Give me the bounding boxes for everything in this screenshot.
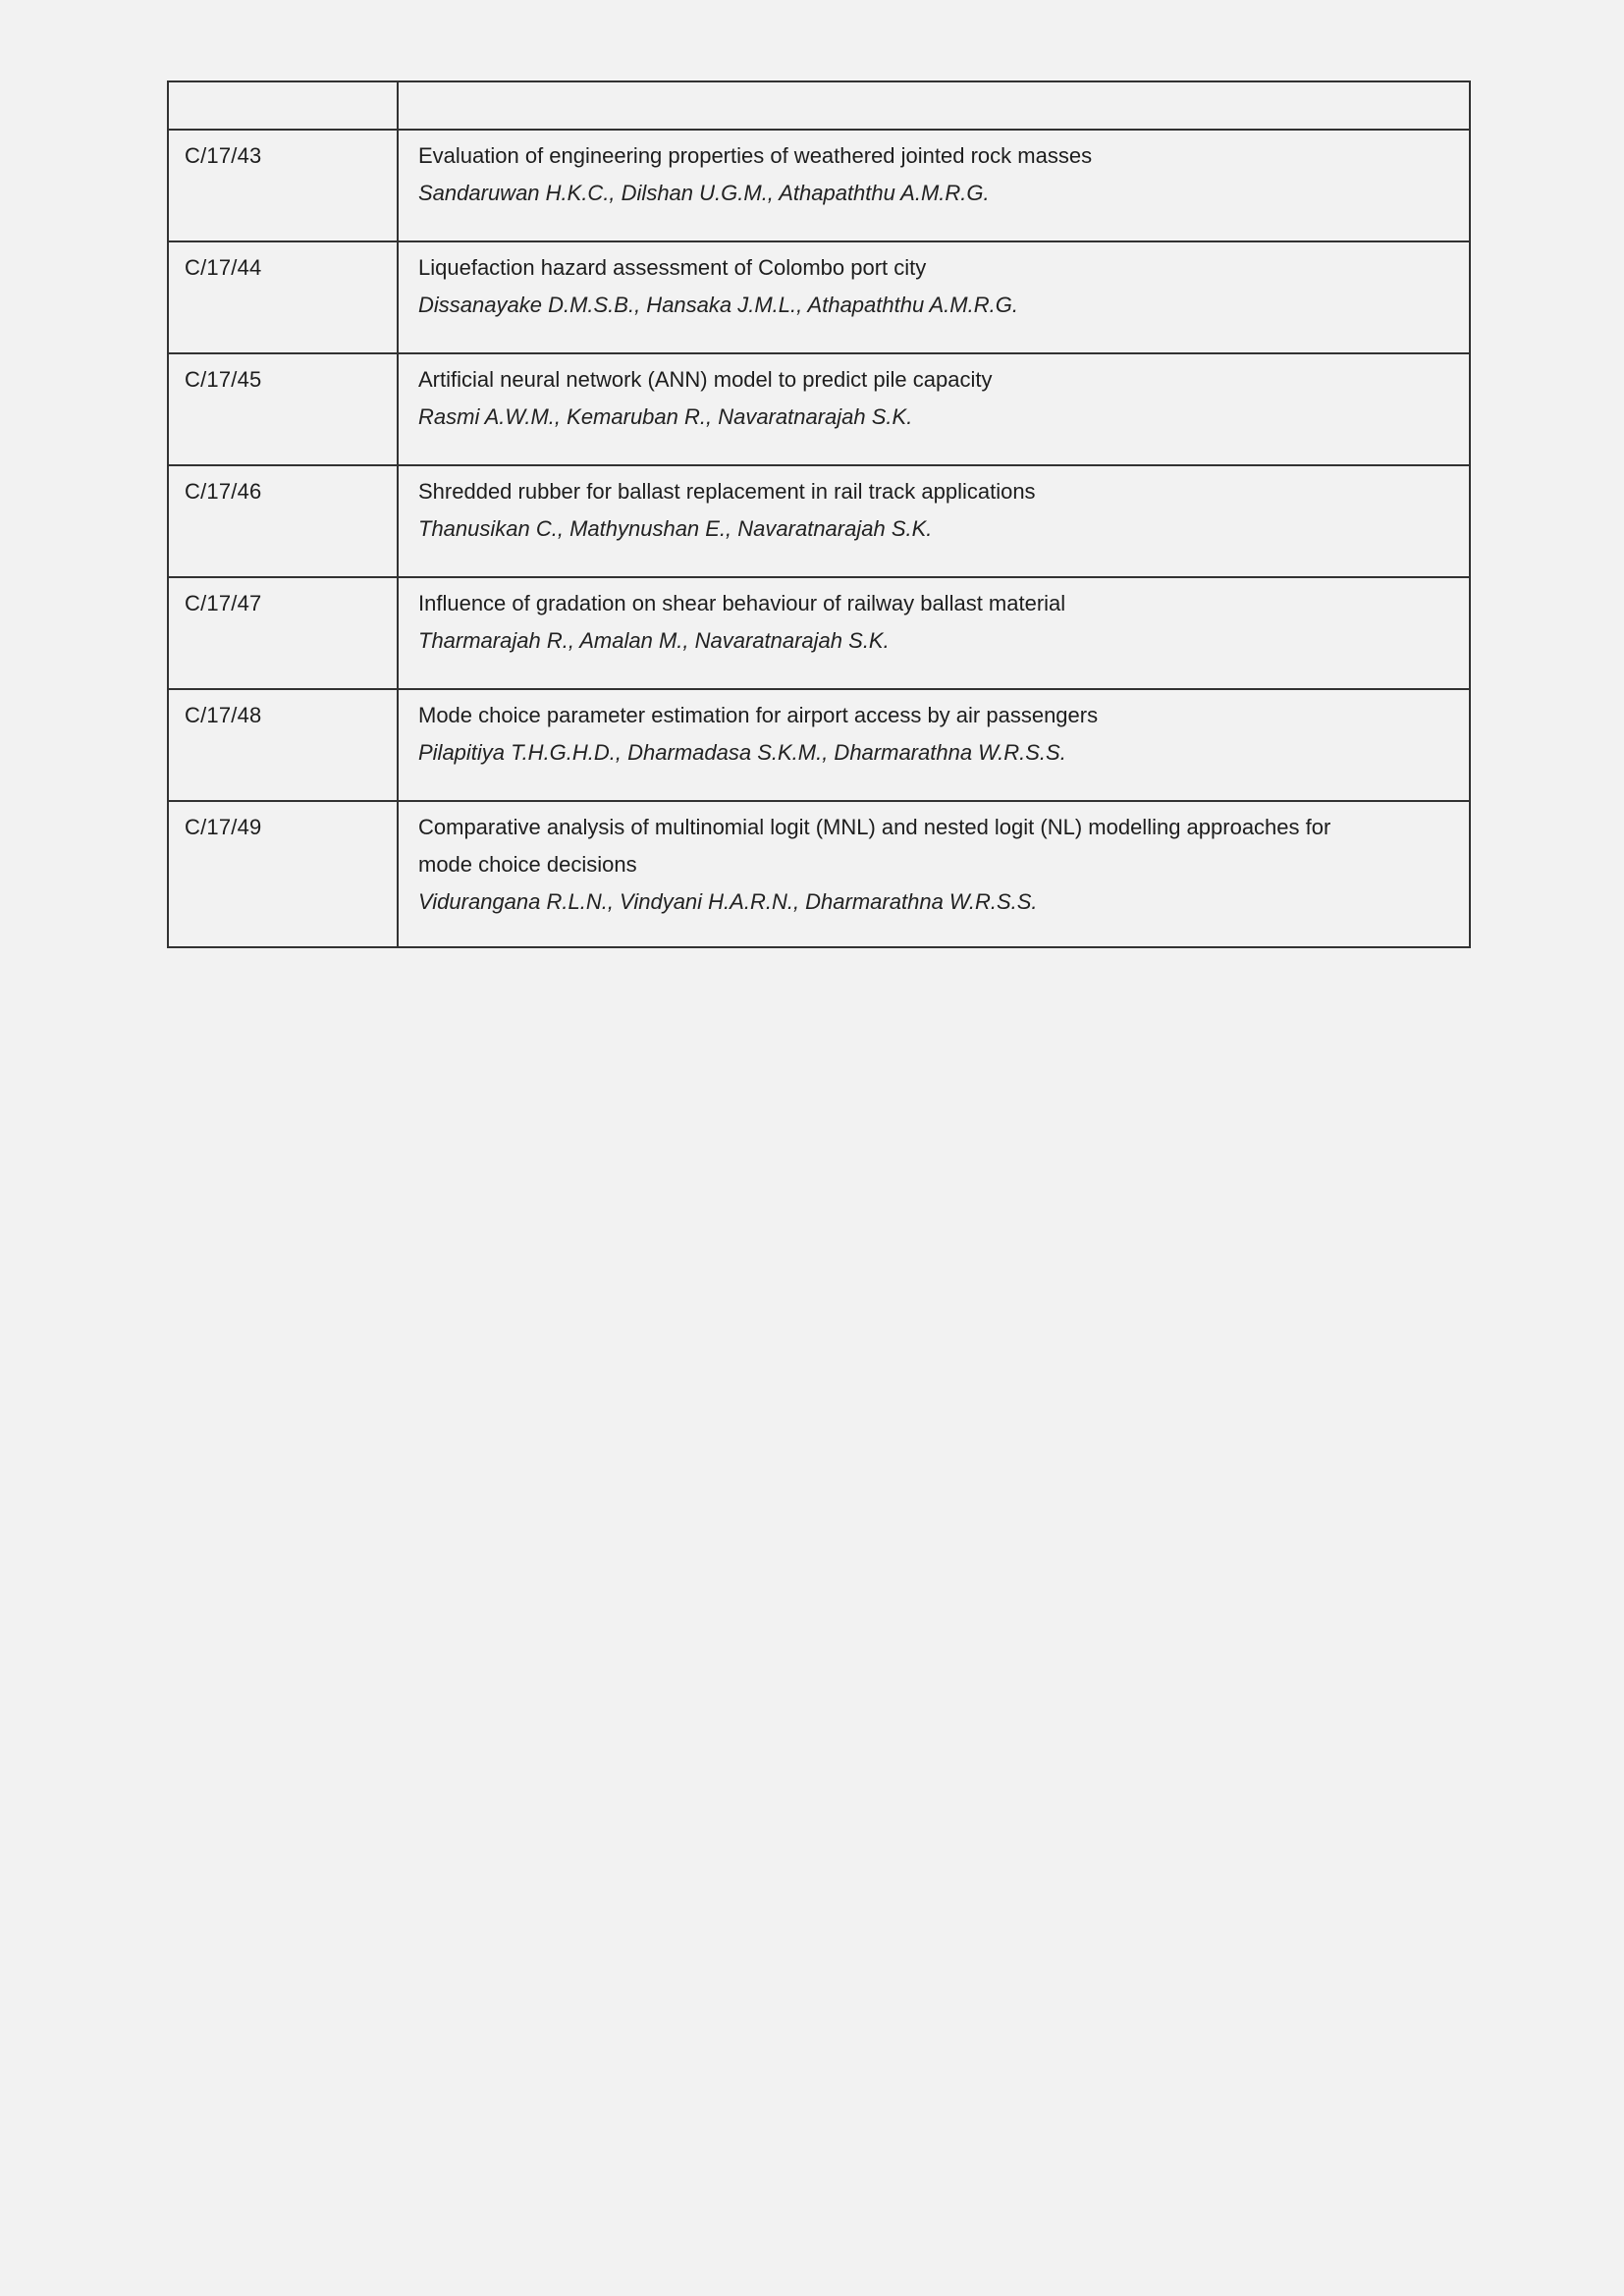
table-row [168, 130, 1470, 241]
table-row [168, 241, 1470, 353]
paper-code: C/17/49 [168, 801, 398, 947]
table-row [168, 465, 1470, 577]
paper-description-cell [398, 353, 1470, 465]
table-header-row [168, 81, 1470, 130]
paper-description-cell [398, 130, 1470, 241]
table-row [168, 577, 1470, 689]
paper-title: Comparative analysis of multinomial logit (MNL) and nested logit (NL) modelling approaches for mode choice decisions [418, 815, 1331, 877]
paper-title: Shredded rubber for ballast replacement in rail track applications [418, 479, 1036, 504]
paper-description-cell [398, 241, 1470, 353]
paper-title: Liquefaction hazard assessment of Colombo port city [418, 255, 927, 280]
paper-code: C/17/43 [168, 130, 398, 241]
header-code-cell [168, 81, 398, 130]
paper-authors: Sandaruwan H.K.C., Dilshan U.G.M., Athapaththu A.M.R.G. [418, 181, 990, 205]
header-description-cell [398, 81, 1470, 130]
paper-title: Evaluation of engineering properties of weathered jointed rock masses [418, 143, 1093, 168]
paper-authors: Rasmi A.W.M., Kemaruban R., Navaratnarajah S.K. [418, 404, 913, 429]
paper-authors: Thanusikan C., Mathynushan E., Navaratnarajah S.K. [418, 516, 933, 541]
paper-authors: Vidurangana R.L.N., Vindyani H.A.R.N., Dharmarathna W.R.S.S. [418, 889, 1038, 914]
paper-title: Influence of gradation on shear behaviour of railway ballast material [418, 591, 1066, 615]
paper-authors: Pilapitiya T.H.G.H.D., Dharmadasa S.K.M., Dharmarathna W.R.S.S. [418, 740, 1066, 765]
paper-description-cell [398, 801, 1470, 947]
table-row [168, 353, 1470, 465]
paper-code: C/17/46 [168, 465, 398, 577]
paper-description-cell [398, 577, 1470, 689]
paper-authors: Tharmarajah R., Amalan M., Navaratnarajah S.K. [418, 628, 890, 653]
paper-code: C/17/47 [168, 577, 398, 689]
paper-code: C/17/45 [168, 353, 398, 465]
table-row [168, 689, 1470, 801]
paper-code: C/17/48 [168, 689, 398, 801]
paper-title: Mode choice parameter estimation for airport access by air passengers [418, 703, 1099, 727]
paper-description-cell [398, 465, 1470, 577]
table-row [168, 801, 1470, 947]
paper-title: Artificial neural network (ANN) model to predict pile capacity [418, 367, 993, 392]
papers-table [167, 80, 1471, 948]
paper-authors: Dissanayake D.M.S.B., Hansaka J.M.L., Athapaththu A.M.R.G. [418, 293, 1018, 317]
paper-code: C/17/44 [168, 241, 398, 353]
paper-description-cell [398, 689, 1470, 801]
